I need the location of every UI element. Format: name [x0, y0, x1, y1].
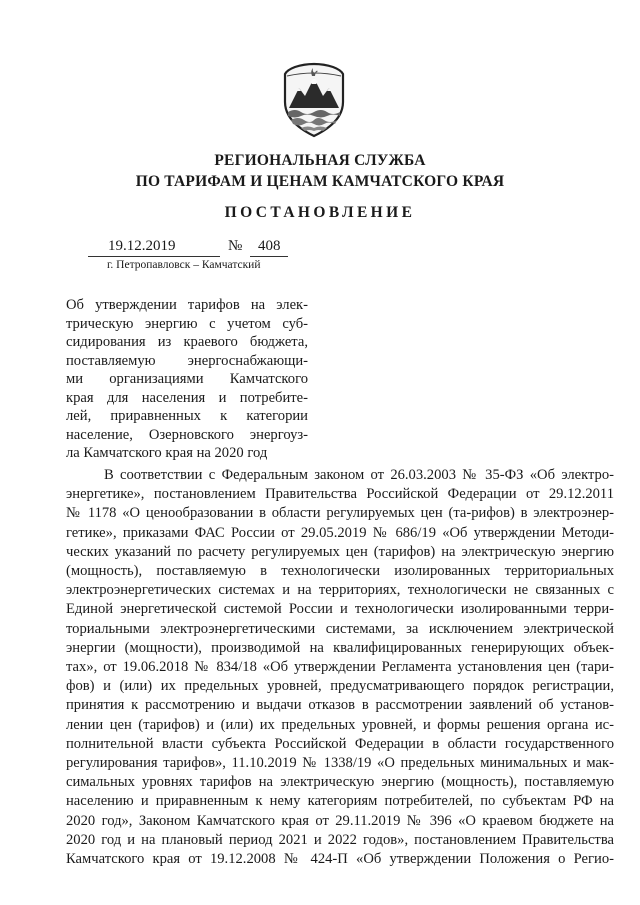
- body-line: электроэнергетических системах и на территориях, технологически не связанных с: [66, 582, 614, 599]
- body-line: энергетике», постановлением Правительства Российской Федерации от 29.12.2011: [66, 486, 614, 503]
- agency-name-line-1: РЕГИОНАЛЬНАЯ СЛУЖБА: [214, 152, 426, 169]
- number-underline: [250, 256, 288, 257]
- body-line: полнительной власти субъекта Российской Федерации в области государственного: [66, 735, 614, 752]
- body-line: фов) и (или) их предельных уровней, предусматривающего порядок регистрации,: [66, 678, 614, 695]
- body-line: ческих указаний по расчету регулируемых цен (тарифов) на электрическую энергию: [66, 543, 614, 560]
- body-line: Камчатского края от 19.12.2008 № 424-П «Об утверждении Положения о Регио-: [66, 851, 614, 868]
- body-line: (мощность), поставляемую в технологически изолированных территориальных: [66, 563, 614, 580]
- date-underline: [88, 256, 220, 257]
- body-line: ториальными электроэнергетическими системами, за исключением электрической: [66, 620, 614, 637]
- body-line: энергии (мощности), производимой на квалифицированных генерирующих объек-: [66, 639, 614, 656]
- document-type-title: ПОСТАНОВЛЕНИЕ: [224, 204, 416, 221]
- subject-line: лей, приравненных к категории: [66, 408, 308, 424]
- subject-line: ла Камчатского края на 2020 год: [66, 445, 268, 461]
- kamchatka-coat-of-arms-icon: [283, 62, 345, 138]
- document-date: 19.12.2019: [108, 238, 176, 254]
- document-subject: [66, 296, 308, 463]
- agency-name-line-2: ПО ТАРИФАМ И ЦЕНАМ КАМЧАТСКОГО КРАЯ: [135, 173, 505, 190]
- body-line: населению и приравненным к нему категориям потребителей, по субъектам РФ на: [66, 793, 614, 810]
- document-number: 408: [258, 238, 281, 254]
- body-line: 2020 год», Законом Камчатского края от 29.11.2019 № 396 «О краевом бюджете на: [66, 812, 614, 829]
- body-line: № 1178 «О ценообразовании в области регулируемых цен (та-рифов) в электроэнер-: [66, 505, 614, 522]
- subject-line: Об утверждении тарифов на элек-: [66, 297, 308, 313]
- body-line: Единой энергетической системой России и технологически изолированными терри-: [66, 601, 614, 618]
- subject-line: ми организациями Камчатского: [66, 371, 308, 387]
- body-line: 2020 год и на плановый период 2021 и 2022 годов», постановлением Правительства: [66, 831, 614, 848]
- number-sign: №: [228, 238, 243, 254]
- body-line: регулирования тарифов», 11.10.2019 № 1338/19 «О предельных минимальных и мак-: [66, 755, 614, 772]
- body-line: гетике», приказами ФАС России от 29.05.2019 № 686/19 «Об утверждении Методи-: [66, 524, 614, 541]
- subject-line: края для населения и потребите-: [66, 389, 308, 406]
- body-line: принятия к рассмотрению и выдачи отказов в рассмотрении заявлений об установ-: [66, 697, 614, 714]
- document-city: г. Петропавловск – Камчатский: [107, 259, 261, 271]
- subject-line: сидирования из краевого бюджета,: [66, 334, 308, 350]
- subject-line: население, Озерновского энергоуз-: [66, 426, 308, 443]
- body-line: лении цен (тарифов) и (или) их предельных уровней, и формы решения органа ис-: [66, 716, 614, 733]
- body-line: тах», от 19.06.2018 № 834/18 «Об утверждении Регламента установления цен (тари-: [66, 659, 614, 676]
- body-line: В соответствии с Федеральным законом от 26.03.2003 № 35-ФЗ «Об электро-: [104, 467, 614, 483]
- subject-line: поставляемую энергоснабжающи-: [66, 352, 308, 369]
- subject-line: трическую энергию с учетом суб-: [66, 315, 308, 332]
- body-line: симальных уровнях тарифов на электрическую энергию (мощность), поставляемую: [66, 774, 614, 791]
- document-body: [66, 466, 614, 869]
